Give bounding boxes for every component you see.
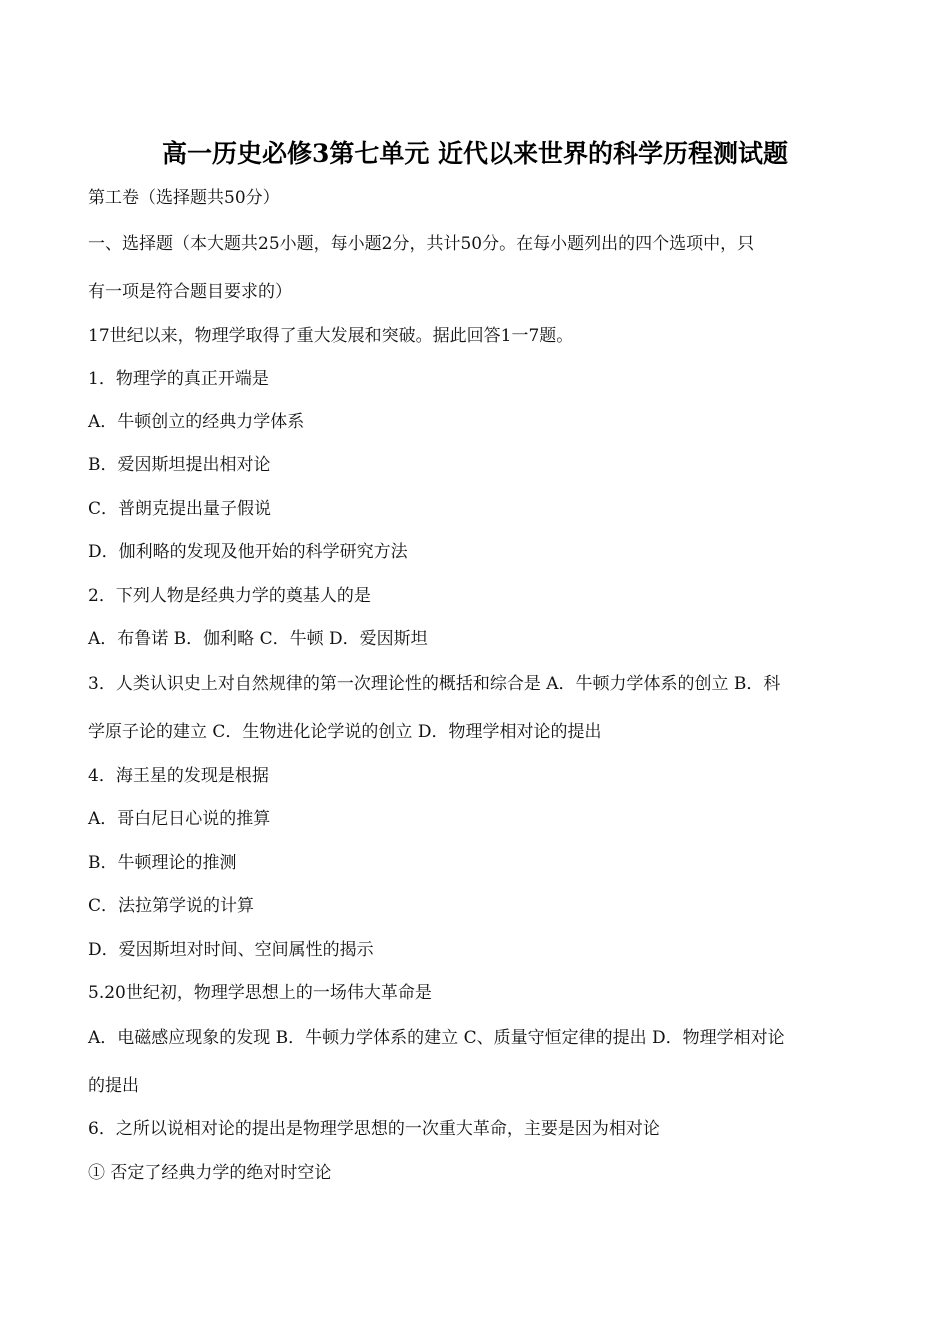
page-title: 高一历史必修3第七单元 近代以来世界的科学历程测试题: [161, 139, 789, 168]
question-3-line-1: 3．人类认识史上对自然规律的第一次理论性的概括和综合是 A．牛顿力学体系的创立 B．科: [88, 674, 781, 694]
question-2-options: A．布鲁诺 B．伽利略 C．牛顿 D．爱因斯坦: [88, 629, 428, 649]
question-4-option-d: D．爱因斯坦对时间、空间属性的揭示: [88, 940, 374, 960]
question-4-option-c: C．法拉第学说的计算: [88, 896, 255, 916]
question-1-option-c: C．普朗克提出量子假说: [88, 499, 272, 519]
section-heading: 第工卷（选择题共50分）: [88, 188, 280, 208]
question-4-option-b: B．牛顿理论的推测: [88, 853, 237, 873]
instructions-line-1: 一、选择题（本大题共25小题，每小题2分，共计50分。在每小题列出的四个选项中，只: [88, 234, 755, 254]
question-4: 4．海王星的发现是根据: [88, 766, 269, 786]
question-6-statement-1: ① 否定了经典力学的绝对时空论: [88, 1163, 332, 1183]
passage-intro: 17世纪以来，物理学取得了重大发展和突破。据此回答1一7题。: [88, 326, 574, 346]
question-1-option-d: D．伽利略的发现及他开始的科学研究方法: [88, 542, 408, 562]
question-1-option-b: B．爱因斯坦提出相对论: [88, 455, 271, 475]
instructions-line-2: 有一项是符合题目要求的）: [88, 282, 292, 302]
question-3-line-2: 学原子论的建立 C．生物进化论学说的创立 D．物理学相对论的提出: [88, 722, 602, 742]
question-5: 5.20世纪初，物理学思想上的一场伟大革命是: [88, 983, 432, 1003]
question-1: 1．物理学的真正开端是: [88, 369, 269, 389]
question-1-option-a: A．牛顿创立的经典力学体系: [88, 412, 305, 432]
question-6: 6．之所以说相对论的提出是物理学思想的一次重大革命，主要是因为相对论: [88, 1119, 660, 1139]
question-5-options-line-1: A．电磁感应现象的发现 B．牛顿力学体系的建立 C、质量守恒定律的提出 D．物理学相对论: [88, 1028, 785, 1048]
question-4-option-a: A．哥白尼日心说的推算: [88, 809, 271, 829]
question-2: 2．下列人物是经典力学的奠基人的是: [88, 586, 371, 606]
question-5-options-line-2: 的提出: [88, 1076, 139, 1096]
